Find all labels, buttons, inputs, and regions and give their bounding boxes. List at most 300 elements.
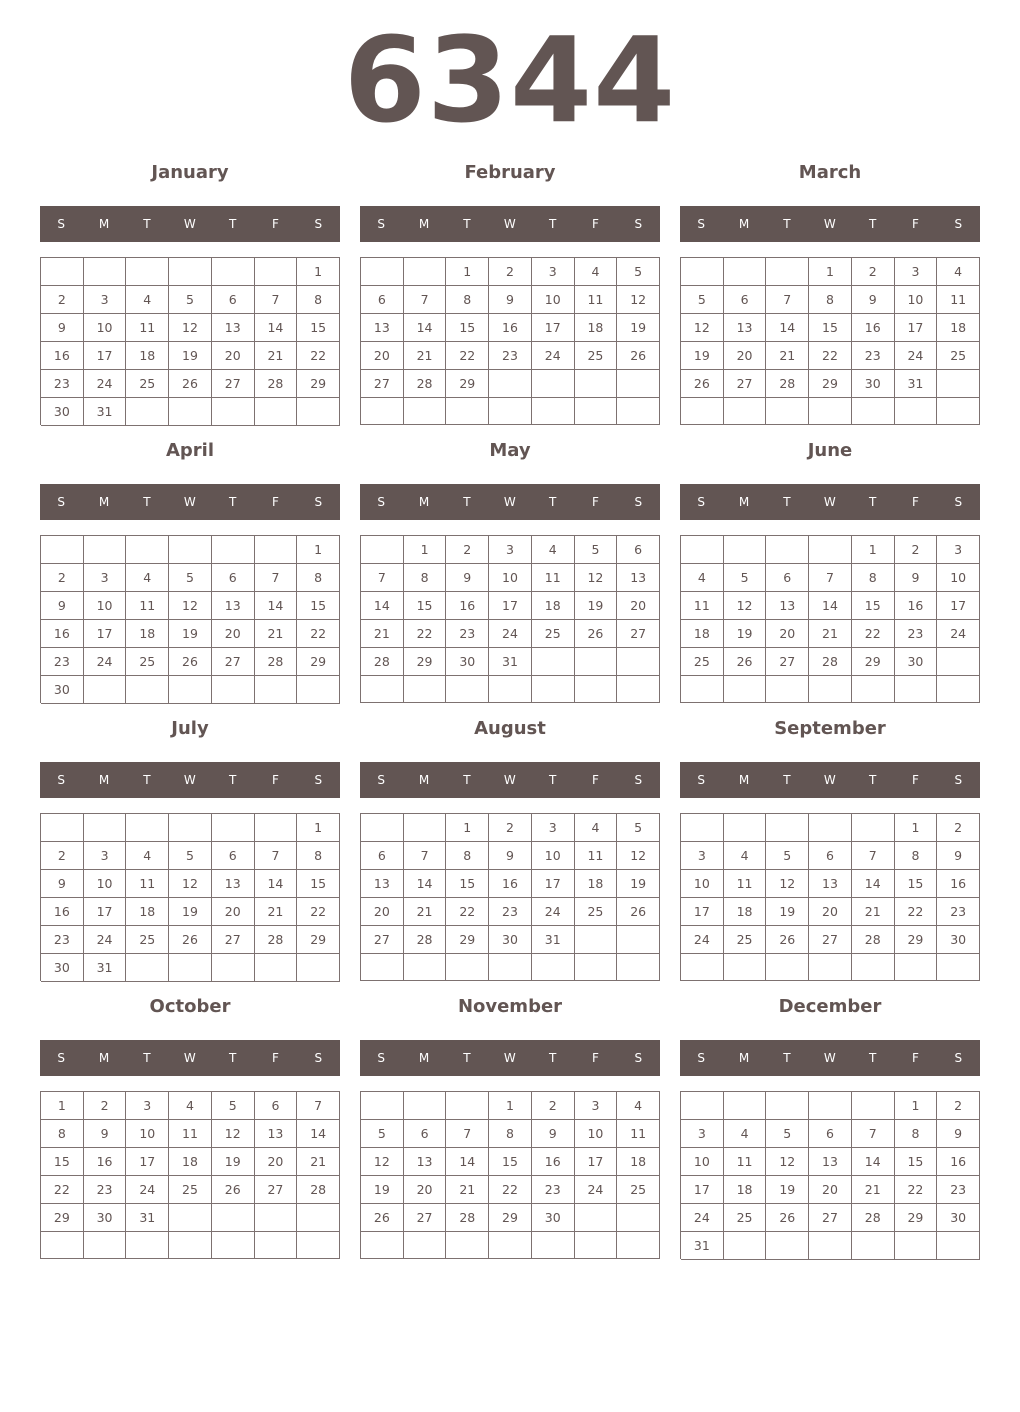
- day-cell: 26: [766, 1204, 809, 1232]
- month-may: [360, 438, 660, 708]
- day-cell: 29: [404, 648, 447, 676]
- day-cell: 9: [937, 1120, 980, 1148]
- empty-day-cell: [617, 398, 660, 425]
- empty-day-cell: [895, 1232, 938, 1260]
- day-cell: 29: [297, 648, 340, 676]
- day-cell: 26: [766, 926, 809, 954]
- day-cell: 16: [852, 314, 895, 342]
- day-cell: 25: [575, 898, 618, 926]
- weekday-label: S: [634, 217, 643, 231]
- empty-day-cell: [446, 676, 489, 703]
- day-grid: [680, 535, 980, 703]
- day-cell: 8: [446, 286, 489, 314]
- weekday-label: F: [912, 217, 920, 231]
- empty-day-cell: [404, 258, 447, 286]
- empty-day-cell: [126, 1232, 169, 1259]
- empty-day-cell: [681, 676, 724, 703]
- empty-day-cell: [212, 1204, 255, 1232]
- day-cell: 10: [937, 564, 980, 592]
- day-cell: 18: [724, 898, 767, 926]
- day-cell: 31: [84, 398, 127, 426]
- weekday-label: M: [738, 495, 750, 509]
- day-cell: 14: [255, 314, 298, 342]
- day-cell: 12: [212, 1120, 255, 1148]
- day-cell: 21: [361, 620, 404, 648]
- month-name: February: [464, 162, 556, 183]
- day-cell: 8: [41, 1120, 84, 1148]
- day-cell: 8: [895, 1120, 938, 1148]
- day-cell: 24: [575, 1176, 618, 1204]
- day-cell: 20: [212, 620, 255, 648]
- day-cell: 29: [297, 926, 340, 954]
- day-cell: 13: [212, 314, 255, 342]
- day-cell: 19: [617, 314, 660, 342]
- day-cell: 28: [809, 648, 852, 676]
- empty-day-cell: [255, 676, 298, 704]
- empty-day-cell: [297, 398, 340, 426]
- day-cell: 25: [126, 648, 169, 676]
- empty-day-cell: [766, 1092, 809, 1120]
- day-cell: 18: [724, 1176, 767, 1204]
- day-cell: 30: [895, 648, 938, 676]
- day-cell: 26: [212, 1176, 255, 1204]
- day-cell: 17: [84, 342, 127, 370]
- month-name: July: [171, 718, 209, 739]
- weekday-label: S: [954, 217, 963, 231]
- day-cell: 12: [724, 592, 767, 620]
- empty-day-cell: [575, 370, 618, 398]
- day-cell: 13: [212, 870, 255, 898]
- day-cell: 19: [169, 898, 212, 926]
- day-cell: 27: [809, 1204, 852, 1232]
- empty-day-cell: [895, 954, 938, 981]
- day-cell: 29: [41, 1204, 84, 1232]
- day-cell: 5: [766, 1120, 809, 1148]
- empty-day-cell: [766, 676, 809, 703]
- day-cell: 21: [404, 342, 447, 370]
- day-cell: 15: [297, 870, 340, 898]
- month-name: June: [807, 440, 853, 461]
- day-cell: 18: [575, 314, 618, 342]
- day-cell: 27: [212, 926, 255, 954]
- day-cell: 21: [852, 1176, 895, 1204]
- day-cell: 31: [84, 954, 127, 982]
- empty-day-cell: [681, 536, 724, 564]
- day-cell: 19: [169, 620, 212, 648]
- empty-day-cell: [446, 954, 489, 981]
- day-cell: 5: [169, 286, 212, 314]
- empty-day-cell: [126, 814, 169, 842]
- day-cell: 25: [126, 926, 169, 954]
- day-cell: 5: [361, 1120, 404, 1148]
- day-cell: 11: [126, 314, 169, 342]
- day-cell: 1: [297, 258, 340, 286]
- day-cell: 9: [489, 842, 532, 870]
- weekday-label: M: [98, 495, 110, 509]
- empty-day-cell: [489, 954, 532, 981]
- day-cell: 13: [724, 314, 767, 342]
- day-cell: 21: [255, 342, 298, 370]
- day-cell: 14: [404, 314, 447, 342]
- day-cell: 20: [724, 342, 767, 370]
- day-cell: 12: [766, 1148, 809, 1176]
- weekday-header: [40, 484, 340, 520]
- day-cell: 11: [724, 870, 767, 898]
- weekday-header: [40, 762, 340, 798]
- day-cell: 2: [852, 258, 895, 286]
- day-cell: 14: [255, 870, 298, 898]
- day-cell: 7: [852, 842, 895, 870]
- day-cell: 6: [212, 842, 255, 870]
- day-cell: 23: [446, 620, 489, 648]
- weekday-label: M: [98, 217, 110, 231]
- day-cell: 6: [404, 1120, 447, 1148]
- day-cell: 11: [681, 592, 724, 620]
- empty-day-cell: [809, 398, 852, 425]
- day-cell: 3: [575, 1092, 618, 1120]
- day-cell: 31: [895, 370, 938, 398]
- day-cell: 4: [724, 1120, 767, 1148]
- weekday-label: T: [143, 773, 152, 787]
- empty-day-cell: [937, 1232, 980, 1260]
- day-cell: 13: [809, 1148, 852, 1176]
- day-cell: 17: [532, 314, 575, 342]
- day-cell: 27: [724, 370, 767, 398]
- day-cell: 12: [617, 286, 660, 314]
- day-cell: 14: [852, 1148, 895, 1176]
- day-cell: 13: [361, 870, 404, 898]
- day-cell: 13: [809, 870, 852, 898]
- day-cell: 1: [489, 1092, 532, 1120]
- day-cell: 2: [895, 536, 938, 564]
- weekday-label: T: [463, 1051, 472, 1065]
- month-name: September: [774, 718, 886, 739]
- month-name: January: [151, 162, 229, 183]
- empty-day-cell: [255, 1232, 298, 1259]
- day-cell: 18: [617, 1148, 660, 1176]
- empty-day-cell: [575, 398, 618, 425]
- weekday-label: W: [183, 217, 197, 231]
- weekday-label: M: [418, 217, 430, 231]
- empty-day-cell: [255, 536, 298, 564]
- day-cell: 23: [41, 648, 84, 676]
- day-cell: 22: [895, 898, 938, 926]
- weekday-label: F: [912, 1051, 920, 1065]
- empty-day-cell: [212, 258, 255, 286]
- empty-day-cell: [617, 926, 660, 954]
- weekday-label: S: [697, 1051, 706, 1065]
- day-cell: 30: [489, 926, 532, 954]
- day-cell: 26: [361, 1204, 404, 1232]
- day-cell: 14: [446, 1148, 489, 1176]
- month-name: October: [149, 996, 231, 1017]
- day-cell: 15: [41, 1148, 84, 1176]
- day-cell: 1: [404, 536, 447, 564]
- day-cell: 10: [532, 842, 575, 870]
- empty-day-cell: [617, 1232, 660, 1259]
- empty-day-cell: [169, 536, 212, 564]
- day-cell: 20: [404, 1176, 447, 1204]
- day-cell: 11: [724, 1148, 767, 1176]
- day-cell: 6: [724, 286, 767, 314]
- weekday-label: S: [634, 1051, 643, 1065]
- day-cell: 20: [361, 342, 404, 370]
- day-cell: 5: [575, 536, 618, 564]
- day-cell: 10: [84, 592, 127, 620]
- day-cell: 21: [404, 898, 447, 926]
- weekday-header: [360, 484, 660, 520]
- day-cell: 18: [575, 870, 618, 898]
- day-cell: 27: [809, 926, 852, 954]
- day-cell: 16: [41, 342, 84, 370]
- day-cell: 20: [617, 592, 660, 620]
- day-cell: 17: [895, 314, 938, 342]
- day-cell: 10: [532, 286, 575, 314]
- weekday-header: [680, 762, 980, 798]
- empty-day-cell: [724, 1232, 767, 1260]
- day-cell: 2: [937, 1092, 980, 1120]
- day-cell: 4: [169, 1092, 212, 1120]
- empty-day-cell: [937, 676, 980, 703]
- day-cell: 24: [84, 648, 127, 676]
- day-cell: 26: [575, 620, 618, 648]
- empty-day-cell: [575, 954, 618, 981]
- day-cell: 27: [212, 370, 255, 398]
- day-cell: 22: [446, 342, 489, 370]
- day-cell: 23: [41, 370, 84, 398]
- weekday-header: [680, 206, 980, 242]
- day-cell: 27: [766, 648, 809, 676]
- weekday-label: S: [314, 217, 323, 231]
- empty-day-cell: [126, 954, 169, 982]
- day-cell: 3: [937, 536, 980, 564]
- month-august: [360, 716, 660, 986]
- day-cell: 31: [126, 1204, 169, 1232]
- day-cell: 12: [169, 592, 212, 620]
- day-cell: 4: [575, 258, 618, 286]
- month-april: [40, 438, 340, 708]
- empty-day-cell: [766, 258, 809, 286]
- day-cell: 29: [895, 1204, 938, 1232]
- day-cell: 20: [212, 342, 255, 370]
- month-name: August: [474, 718, 546, 739]
- weekday-label: S: [314, 1051, 323, 1065]
- empty-day-cell: [852, 954, 895, 981]
- day-cell: 31: [489, 648, 532, 676]
- day-cell: 25: [532, 620, 575, 648]
- day-cell: 16: [41, 620, 84, 648]
- day-cell: 5: [212, 1092, 255, 1120]
- empty-day-cell: [681, 398, 724, 425]
- weekday-label: W: [503, 217, 517, 231]
- empty-day-cell: [489, 1232, 532, 1259]
- day-cell: 20: [809, 1176, 852, 1204]
- day-cell: 30: [446, 648, 489, 676]
- empty-day-cell: [532, 954, 575, 981]
- empty-day-cell: [126, 536, 169, 564]
- day-cell: 3: [895, 258, 938, 286]
- day-cell: 27: [361, 926, 404, 954]
- empty-day-cell: [404, 1232, 447, 1259]
- day-cell: 8: [404, 564, 447, 592]
- day-cell: 25: [575, 342, 618, 370]
- day-cell: 16: [937, 870, 980, 898]
- weekday-label: S: [57, 773, 66, 787]
- day-cell: 11: [575, 842, 618, 870]
- day-cell: 6: [809, 1120, 852, 1148]
- day-cell: 10: [126, 1120, 169, 1148]
- empty-day-cell: [41, 814, 84, 842]
- day-cell: 8: [489, 1120, 532, 1148]
- month-name: May: [489, 440, 531, 461]
- day-cell: 12: [575, 564, 618, 592]
- empty-day-cell: [681, 954, 724, 981]
- empty-day-cell: [212, 954, 255, 982]
- day-cell: 22: [297, 342, 340, 370]
- empty-day-cell: [937, 370, 980, 398]
- day-cell: 9: [852, 286, 895, 314]
- day-cell: 21: [852, 898, 895, 926]
- day-cell: 19: [766, 898, 809, 926]
- day-cell: 5: [724, 564, 767, 592]
- day-cell: 2: [937, 814, 980, 842]
- empty-day-cell: [724, 536, 767, 564]
- day-cell: 2: [532, 1092, 575, 1120]
- day-cell: 23: [937, 898, 980, 926]
- day-cell: 16: [532, 1148, 575, 1176]
- weekday-label: S: [634, 773, 643, 787]
- empty-day-cell: [937, 398, 980, 425]
- day-cell: 29: [852, 648, 895, 676]
- day-cell: 8: [297, 286, 340, 314]
- day-cell: 22: [297, 620, 340, 648]
- empty-day-cell: [575, 1204, 618, 1232]
- weekday-label: T: [228, 217, 237, 231]
- empty-day-cell: [404, 814, 447, 842]
- day-cell: 28: [255, 926, 298, 954]
- day-cell: 17: [575, 1148, 618, 1176]
- day-cell: 27: [212, 648, 255, 676]
- empty-day-cell: [681, 814, 724, 842]
- empty-day-cell: [84, 258, 127, 286]
- empty-day-cell: [575, 1232, 618, 1259]
- day-cell: 18: [126, 620, 169, 648]
- empty-day-cell: [212, 1232, 255, 1259]
- day-cell: 28: [852, 926, 895, 954]
- empty-day-cell: [84, 1232, 127, 1259]
- weekday-label: T: [228, 495, 237, 509]
- day-cell: 7: [255, 564, 298, 592]
- month-september: [680, 716, 980, 986]
- day-cell: 19: [169, 342, 212, 370]
- day-cell: 3: [681, 1120, 724, 1148]
- day-cell: 13: [617, 564, 660, 592]
- day-cell: 2: [84, 1092, 127, 1120]
- weekday-label: S: [314, 495, 323, 509]
- day-cell: 25: [617, 1176, 660, 1204]
- weekday-label: T: [783, 773, 792, 787]
- weekday-label: W: [503, 1051, 517, 1065]
- empty-day-cell: [489, 398, 532, 425]
- weekday-label: W: [183, 1051, 197, 1065]
- day-cell: 23: [937, 1176, 980, 1204]
- weekday-label: T: [228, 773, 237, 787]
- day-cell: 9: [84, 1120, 127, 1148]
- empty-day-cell: [361, 1232, 404, 1259]
- day-cell: 14: [852, 870, 895, 898]
- day-cell: 1: [852, 536, 895, 564]
- day-cell: 6: [255, 1092, 298, 1120]
- empty-day-cell: [297, 1232, 340, 1259]
- empty-day-cell: [489, 676, 532, 703]
- weekday-label: F: [272, 1051, 280, 1065]
- weekday-label: W: [823, 773, 837, 787]
- empty-day-cell: [809, 1232, 852, 1260]
- weekday-label: S: [377, 217, 386, 231]
- empty-day-cell: [404, 398, 447, 425]
- day-cell: 15: [446, 870, 489, 898]
- day-cell: 26: [617, 342, 660, 370]
- empty-day-cell: [809, 1092, 852, 1120]
- day-cell: 21: [255, 898, 298, 926]
- month-name: March: [798, 162, 862, 183]
- day-cell: 7: [766, 286, 809, 314]
- weekday-label: M: [418, 1051, 430, 1065]
- weekday-label: T: [463, 495, 472, 509]
- day-cell: 15: [297, 314, 340, 342]
- weekday-label: M: [738, 217, 750, 231]
- day-cell: 2: [41, 564, 84, 592]
- day-cell: 24: [489, 620, 532, 648]
- day-cell: 7: [297, 1092, 340, 1120]
- day-cell: 3: [532, 258, 575, 286]
- day-cell: 6: [361, 842, 404, 870]
- day-cell: 6: [617, 536, 660, 564]
- day-cell: 28: [255, 370, 298, 398]
- day-cell: 12: [169, 314, 212, 342]
- empty-day-cell: [809, 814, 852, 842]
- day-grid: [360, 535, 660, 703]
- day-cell: 27: [255, 1176, 298, 1204]
- empty-day-cell: [446, 1092, 489, 1120]
- day-cell: 6: [212, 286, 255, 314]
- empty-day-cell: [169, 954, 212, 982]
- day-cell: 13: [404, 1148, 447, 1176]
- day-cell: 1: [297, 814, 340, 842]
- day-cell: 4: [937, 258, 980, 286]
- weekday-label: T: [868, 217, 877, 231]
- day-cell: 16: [41, 898, 84, 926]
- day-grid: [680, 1091, 980, 1259]
- day-cell: 20: [212, 898, 255, 926]
- day-cell: 28: [297, 1176, 340, 1204]
- day-cell: 29: [297, 370, 340, 398]
- weekday-label: S: [377, 1051, 386, 1065]
- empty-day-cell: [766, 398, 809, 425]
- empty-day-cell: [361, 536, 404, 564]
- day-cell: 30: [937, 926, 980, 954]
- empty-day-cell: [84, 676, 127, 704]
- day-cell: 30: [41, 398, 84, 426]
- day-cell: 17: [681, 1176, 724, 1204]
- day-cell: 9: [937, 842, 980, 870]
- day-cell: 22: [809, 342, 852, 370]
- day-cell: 18: [126, 342, 169, 370]
- day-cell: 2: [446, 536, 489, 564]
- day-grid: [680, 257, 980, 425]
- day-cell: 16: [446, 592, 489, 620]
- day-cell: 11: [937, 286, 980, 314]
